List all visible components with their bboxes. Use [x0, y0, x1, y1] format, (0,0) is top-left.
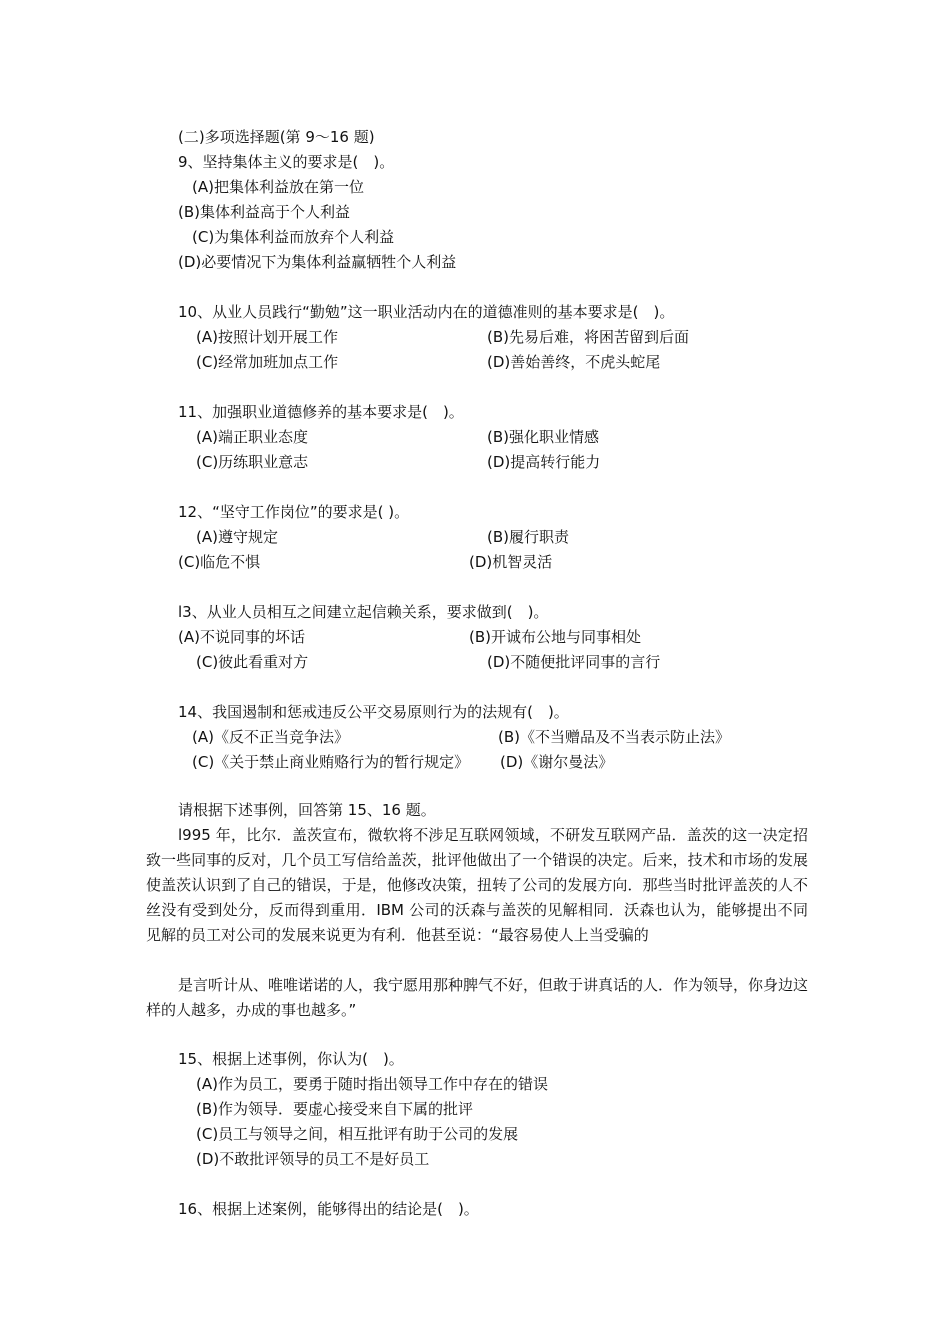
question-10-option-a: (A)按照计划开展工作	[196, 328, 338, 346]
question-10-option-c: (C)经常加班加点工作	[196, 353, 339, 371]
question-15-option-c: (C)员工与领导之间，相互批评有助于公司的发展	[196, 1125, 519, 1143]
question-11-option-b: (B)强化职业情感	[487, 428, 599, 446]
question-9-option-d: (D)必要情况下为集体利益赢牺牲个人利益	[178, 253, 457, 271]
question-10-stem: 10、从业人员践行“勤勉”这一职业活动内在的道德准则的基本要求是( )。	[178, 303, 675, 321]
question-14-stem: 14、我国遏制和惩戒违反公平交易原则行为的法规有( )。	[178, 703, 569, 721]
question-11-option-d: (D)提高转行能力	[487, 453, 601, 471]
question-15-option-d: (D)不敢批评领导的员工不是好员工	[196, 1150, 430, 1168]
question-13-option-d: (D)不随便批评同事的言行	[487, 653, 661, 671]
section-title: (二)多项选择题(第 9～16 题)	[178, 128, 375, 146]
question-12-option-b: (B)履行职责	[487, 528, 569, 546]
question-9-option-b: (B)集体利益高于个人利益	[178, 203, 350, 221]
case-paragraph-1	[146, 823, 808, 948]
question-15-option-a: (A)作为员工，要勇于随时指出领导工作中存在的错误	[196, 1075, 548, 1093]
case-paragraph-1-text: l995 年，比尔．盖茨宣布，微软将不涉足互联网领域，不研发互联网产品．盖茨的这一决定招致一些同事的反对，几个员工写信给盖茨，批评他做出了一个错误的决定。后来，技术和市场的发展使盖茨认识到了自己的错误，于是，他修改决策，扭转了公司的发展方向．那些当时批评盖茨的人不丝没有受到处分，反而得到重用．IBM 公司的沃森与盖茨的见解相同．沃森也认为，能够提出不同见解的员工对公司的发展来说更为有利．他甚至说：“最容易使人上当受骗的	[146, 826, 808, 944]
question-14-option-c: (C)《关于禁止商业贿赂行为的暂行规定》	[192, 753, 470, 771]
question-9-option-a: (A)把集体利益放在第一位	[192, 178, 364, 196]
question-16-stem: 16、根据上述案例，能够得出的结论是( )。	[178, 1200, 479, 1218]
question-15-option-b: (B)作为领导．要虚心接受来自下属的批评	[196, 1100, 473, 1118]
question-12-option-c: (C)临危不惧	[178, 553, 261, 571]
question-9-option-c: (C)为集体利益而放弃个人利益	[192, 228, 395, 246]
question-12-stem: 12、“坚守工作岗位”的要求是( )。	[178, 503, 410, 521]
question-13-option-a: (A)不说同事的坏话	[178, 628, 305, 646]
question-12-option-d: (D)机智灵活	[469, 553, 553, 571]
question-13-option-b: (B)开诚布公地与同事相处	[469, 628, 641, 646]
case-intro: 请根据下述事例，回答第 15、16 题。	[178, 801, 436, 819]
question-10-option-b: (B)先易后难，将困苦留到后面	[487, 328, 689, 346]
question-11-stem: 11、加强职业道德修养的基本要求是( )。	[178, 403, 464, 421]
case-paragraph-2	[146, 973, 808, 1023]
question-13-stem: l3、从业人员相互之间建立起信赖关系，要求做到( )。	[178, 603, 549, 621]
question-11-option-c: (C)历练职业意志	[196, 453, 309, 471]
question-15-stem: 15、根据上述事例，你认为( )。	[178, 1050, 404, 1068]
question-12-option-a: (A)遵守规定	[196, 528, 278, 546]
question-10-option-d: (D)善始善终，不虎头蛇尾	[487, 353, 661, 371]
question-13-option-c: (C)彼此看重对方	[196, 653, 309, 671]
question-14-option-d: (D)《谢尔曼法》	[500, 753, 614, 771]
question-9-stem: 9、坚持集体主义的要求是( )。	[178, 153, 395, 171]
question-14-option-a: (A)《反不正当竞争法》	[192, 728, 349, 746]
question-11-option-a: (A)端正职业态度	[196, 428, 308, 446]
case-paragraph-2-text: 是言听计从、唯唯诺诺的人，我宁愿用那种脾气不好，但敢于讲真话的人．作为领导，你身边这样的人越多，办成的事也越多。”	[146, 976, 809, 1019]
question-14-option-b: (B)《不当赠品及不当表示防止法》	[498, 728, 730, 746]
